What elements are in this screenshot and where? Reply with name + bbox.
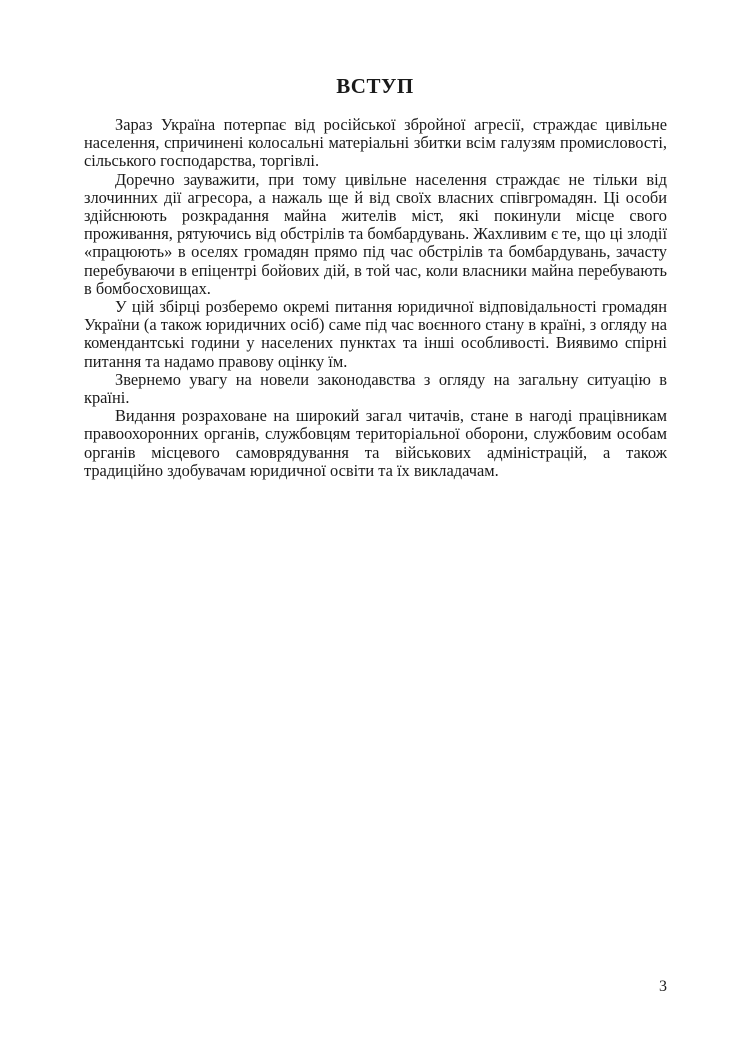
section-title: ВСТУП xyxy=(336,74,414,98)
page-number: 3 xyxy=(659,978,667,995)
paragraph: Звернемо увагу на новели законодавства з огляду на загальну ситуацію в країні. xyxy=(84,369,667,408)
section-body xyxy=(84,116,667,480)
paragraph: Зараз Україна потерпає від російської збройної агресії, страждає цивільне населення, спричинені колосальні матеріальні збитки всім галузям промисловості, сільського господарства, торгівлі. xyxy=(84,115,667,171)
paragraph: Доречно зауважити, при тому цивільне населення страждає не тільки від злочинних дії агресора, а нажаль ще й від своїх власних співгромадян. Ці особи здійснюють розкрадання майна жителів міст, які покинули місце свого проживання, рятуючись від обстрілів та бомбардувань. Жахливим є те, що ці злодії «працюють» в оселях громадян прямо під час обстрілів та бомбардувань, зачасту перебуваючи в епіцентрі бойових дій, в той час, коли власники майна перебувають в бомбосховищах. xyxy=(84,169,667,298)
paragraph: У цій збірці розберемо окремі питання юридичної відповідальності громадян України (а також юридичних осіб) саме під час воєнного стану в країні, з огляду на комендантські години у населених пунктах та інші особливості. Виявимо спірні питання та надамо правову оцінку їм. xyxy=(84,297,667,371)
paragraph: Видання розраховане на широкий загал читачів, стане в нагоді працівникам правоохоронних органів, службовцям територіальної оборони, службовим особам органів місцевого самоврядування та військових адміністрацій, а також традиційно здобувачам юридичної освіти та їх викладачам. xyxy=(84,406,667,480)
